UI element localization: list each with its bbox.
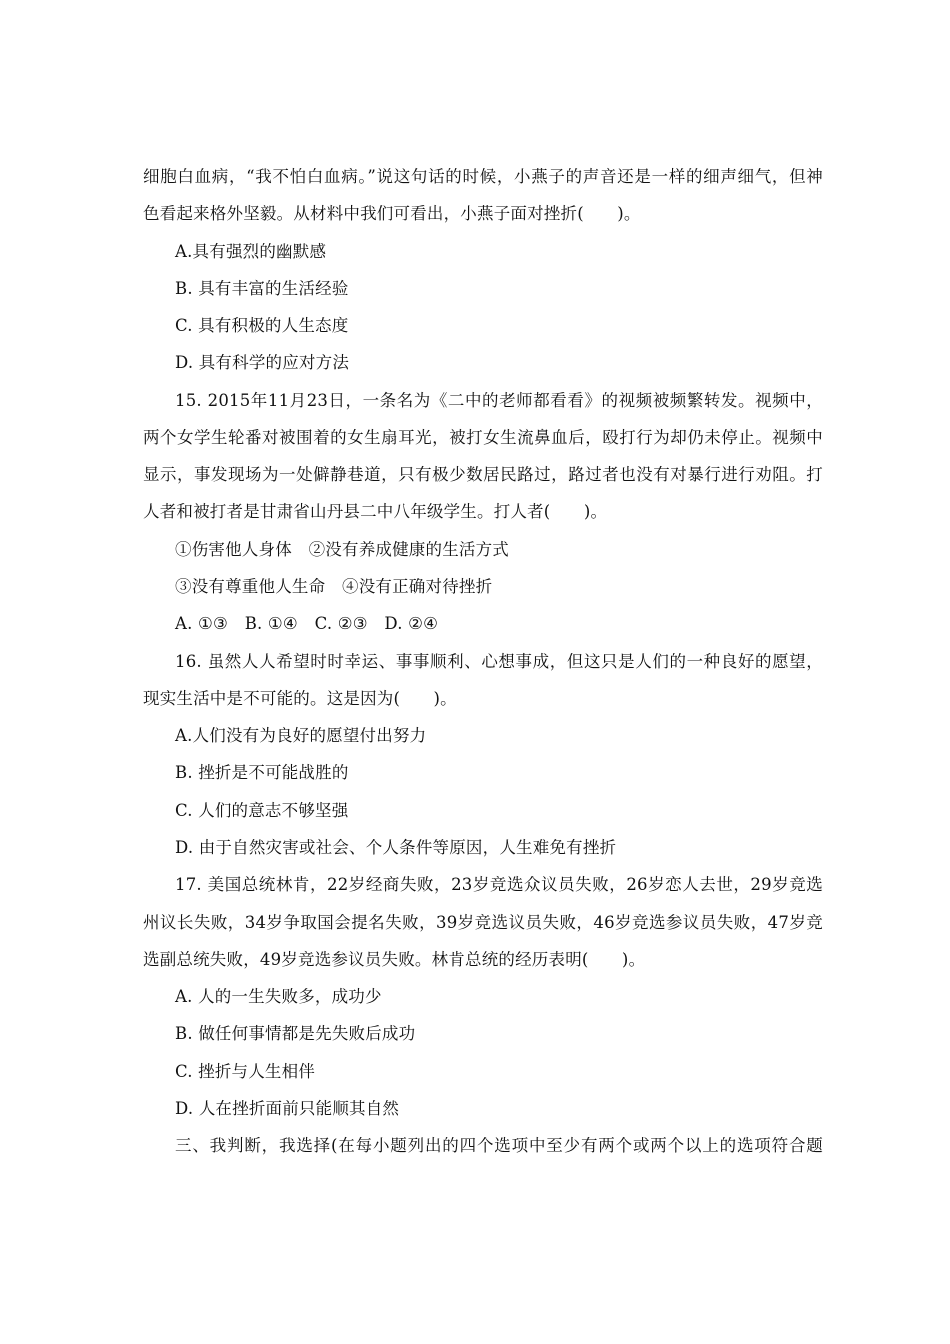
q14-option-b: B. 具有丰富的生活经验 (175, 279, 349, 298)
q16-option-a: A.人们没有为良好的愿望付出努力 (175, 726, 427, 745)
q16-option-d: D. 由于自然灾害或社会、个人条件等原因，人生难免有挫折 (175, 838, 617, 857)
q16-option-c: C. 人们的意志不够坚强 (175, 801, 349, 820)
q15-statements-line-2: ③没有尊重他人生命 ④没有正确对待挫折 (175, 577, 493, 596)
q16-option-b: B. 挫折是不可能战胜的 (175, 763, 349, 782)
q15-stem-line-2: 两个女学生轮番对被围着的女生扇耳光，被打女生流鼻血后，殴打行为却仍未停止。视频中 (143, 428, 823, 447)
q15-statements-line-1: ①伤害他人身体 ②没有养成健康的生活方式 (175, 540, 509, 559)
q14-stem-line-2: 色看起来格外坚毅。从材料中我们可看出，小燕子面对挫折( )。 (143, 204, 641, 223)
q17-option-d: D. 人在挫折面前只能顺其自然 (175, 1099, 400, 1118)
q16-stem-line-1: 16. 虽然人人希望时时幸运、事事顺利、心想事成，但这只是人们的一种良好的愿望， (175, 652, 823, 671)
q14-option-d: D. 具有科学的应对方法 (175, 353, 350, 372)
q14-stem-line-1: 细胞白血病，“我不怕白血病。”说这句话的时候，小燕子的声音还是一样的细声细气，但神 (143, 167, 823, 186)
q15-choices: A. ①③ B. ①④ C. ②③ D. ②④ (175, 614, 439, 633)
q17-option-b: B. 做任何事情都是先失败后成功 (175, 1024, 416, 1043)
q15-stem-line-4: 人者和被打者是甘肃省山丹县二中八年级学生。打人者( )。 (143, 502, 608, 521)
q14-option-c: C. 具有积极的人生态度 (175, 316, 349, 335)
q16-stem-line-2: 现实生活中是不可能的。这是因为( )。 (143, 689, 457, 708)
q17-option-c: C. 挫折与人生相伴 (175, 1062, 316, 1081)
q17-stem-line-1: 17. 美国总统林肯，22岁经商失败，23岁竞选众议员失败，26岁恋人去世，29岁竞选 (175, 875, 823, 894)
q17-option-a: A. 人的一生失败多，成功少 (175, 987, 382, 1006)
q14-option-a: A.具有强烈的幽默感 (175, 242, 327, 261)
q17-stem-line-2: 州议长失败，34岁争取国会提名失败，39岁竞选议员失败，46岁竞选参议员失败，47岁竞 (143, 913, 823, 932)
q15-stem-line-3: 显示，事发现场为一处僻静巷道，只有极少数居民路过，路过者也没有对暴行进行劝阻。打 (143, 465, 823, 484)
q17-stem-line-3: 选副总统失败，49岁竞选参议员失败。林肯总统的经历表明( )。 (143, 950, 646, 969)
section-3-heading: 三、我判断，我选择(在每小题列出的四个选项中至少有两个或两个以上的选项符合题 (175, 1136, 823, 1155)
q15-stem-line-1: 15. 2015年11月23日，一条名为《二中的老师都看看》的视频被频繁转发。视频中， (175, 391, 823, 410)
